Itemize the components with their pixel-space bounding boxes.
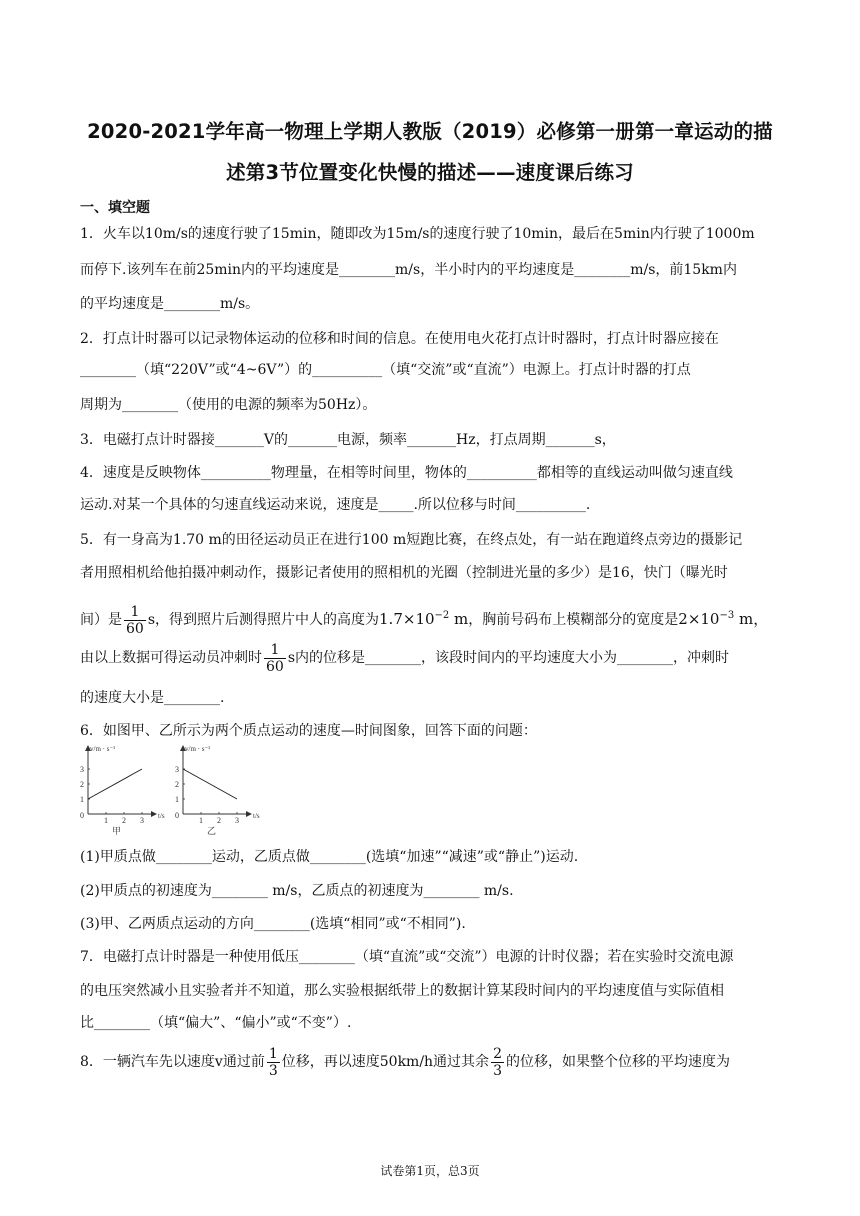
q6-line-1: 6．如图甲、乙所示为两个质点运动的速度—时间图象，回答下面的问题： — [80, 723, 537, 739]
x-tick-label: 1 — [199, 816, 203, 825]
q8-text-a: 8．一辆汽车先以速度v通过前 — [80, 1054, 265, 1070]
graph-caption: 甲 — [112, 826, 122, 836]
q5-text-a: 间）是 — [80, 612, 122, 628]
q4-line-2: 运动.对某一个具体的匀速直线运动来说，速度是_____.所以位移与时间__________. — [80, 497, 591, 513]
x-tick-label: 2 — [122, 816, 126, 825]
y-tick-label: 2 — [80, 780, 84, 789]
q5-line-2: 者用照相机给他拍摄冲刺动作，摄影记者使用的照相机的光圈（控制进光量的多少）是16，快门（曝光时 — [80, 565, 728, 581]
vt-graphs — [78, 744, 278, 836]
q2-line-1: 2．打点计时器可以记录物体运动的位移和时间的信息。在使用电火花打点计时器时，打点计时器应接在 — [80, 331, 719, 347]
q1-line-2: 而停下.该列车在前25min内的平均速度是________m/s，半小时内的平均速度是________m/s，前15km内 — [80, 262, 737, 278]
q8-text-b: 位移，再以速度50km/h通过其余 — [281, 1054, 490, 1070]
q6-sub-1: (1)甲质点做________运动，乙质点做________(选填“加速”“减速”或“静止”)运动. — [80, 849, 579, 865]
graph-caption: 乙 — [207, 826, 217, 836]
y-axis-label: v/m · s⁻¹ — [185, 745, 211, 753]
q8-line-1 — [80, 1044, 730, 1080]
q5-line-4 — [80, 640, 729, 676]
section-heading: 一、填空题 — [80, 200, 150, 216]
x-axis-label: t/s — [253, 812, 260, 820]
q5-line-5: 的速度大小是________. — [80, 690, 225, 706]
q1-line-3: 的平均速度是________m/s。 — [80, 296, 260, 312]
q5-line-1: 5．有一身高为1.70 m的田径运动员正在进行100 m短跑比赛，在终点处，有一站在跑道终点旁边的摄影记 — [80, 532, 743, 548]
sci-height: $1.7\times 10^{-2}$ m — [379, 610, 469, 628]
x-tick-label: 3 — [140, 816, 144, 825]
q2-line-3: 周期为________（使用的电源的频率为50Hz）。 — [80, 397, 377, 413]
fraction-1-60 — [124, 604, 146, 637]
series-line — [183, 769, 237, 799]
y-axis-label: v/m · s⁻¹ — [90, 745, 116, 753]
q5-text-e: s内的位移是________，该段时间内的平均速度大小为________，冲刺时 — [287, 650, 730, 666]
graph-jia — [80, 745, 165, 836]
q2-line-2: ________（填“220V”或“4~6V”）的__________（填“交流”或“直流”）电源上。打点计时器的打点 — [80, 362, 691, 378]
q6-sub-2: (2)甲质点的初速度为________ m/s，乙质点的初速度为________ m/s. — [80, 883, 514, 899]
q7-line-3: 比________（填“偏大”、“偏小”或“不变”）. — [80, 1015, 352, 1031]
x-tick-label: 1 — [104, 816, 108, 825]
series-line — [88, 769, 142, 799]
fraction-denominator: 60 — [126, 620, 144, 637]
y-tick-label: 1 — [175, 795, 179, 804]
q1-line-1: 1．火车以10m/s的速度行驶了15min，随即改为15m/s的速度行驶了10min，最后在5min内行驶了1000m — [80, 226, 755, 242]
x-axis-label: t/s — [158, 812, 165, 820]
q3-line: 3．电磁打点计时器接_______V的_______电源，频率_______Hz，打点周期_______s， — [80, 432, 616, 448]
origin-label: 0 — [80, 811, 84, 820]
x-tick-label: 3 — [235, 816, 239, 825]
fraction-numerator: 2 — [493, 1045, 502, 1062]
x-tick-label: 2 — [217, 816, 221, 825]
title-line-2: 述第3节位置变化快慢的描述——速度课后练习 — [226, 161, 634, 184]
y-tick-label: 2 — [175, 780, 179, 789]
title-line-1: 2020-2021学年高一物理上学期人教版（2019）必修第一册第一章运动的描 — [87, 120, 773, 143]
sci-width: $2\times 10^{-3}$ m， — [678, 610, 769, 628]
q4-line-1: 4．速度是反映物体__________物理量，在相等时间里，物体的__________都相等的直线运动叫做匀速直线 — [80, 465, 733, 481]
q8-text-c: 的位移，如果整个位移的平均速度为 — [505, 1054, 730, 1070]
origin-label: 0 — [175, 811, 179, 820]
fraction-numerator: 1 — [124, 604, 146, 621]
q7-line-1: 7．电磁打点计时器是一种使用低压________（填“直流”或“交流”）电源的计时仪器；若在实验时交流电源 — [80, 949, 734, 965]
fraction-2-3 — [491, 1046, 504, 1079]
fraction-numerator: 1 — [268, 1045, 278, 1062]
fraction-denominator: 3 — [268, 1062, 278, 1079]
vt-graphs-svg — [78, 744, 278, 836]
q5-line-3 — [80, 598, 769, 637]
q7-line-2: 的电压突然减小且实验者并不知道，那么实验根据纸带上的数据计算某段时间内的平均速度值与实际值相 — [80, 983, 724, 999]
fraction-numerator: 1 — [264, 642, 286, 659]
q6-sub-3: (3)甲、乙两质点运动的方向________(选填“相同”或“不相同”). — [80, 916, 466, 932]
page-footer: 试卷第1页，总3页 — [380, 1164, 480, 1178]
graph-yi — [175, 745, 260, 836]
fraction-1-60-b — [264, 642, 286, 675]
q5-text-d: 由以上数据可得运动员冲刺时 — [80, 650, 262, 666]
q5-text-c: ，胸前号码布上模糊部分的宽度是 — [468, 612, 679, 628]
fraction-1-3 — [267, 1046, 280, 1079]
fraction-denominator: 3 — [493, 1062, 502, 1079]
y-tick-label: 1 — [80, 795, 84, 804]
q5-text-b: s，得到照片后测得照片中人的高度为 — [147, 612, 380, 628]
y-tick-label: 3 — [80, 765, 84, 774]
fraction-denominator: 60 — [266, 658, 284, 675]
y-tick-label: 3 — [175, 765, 179, 774]
